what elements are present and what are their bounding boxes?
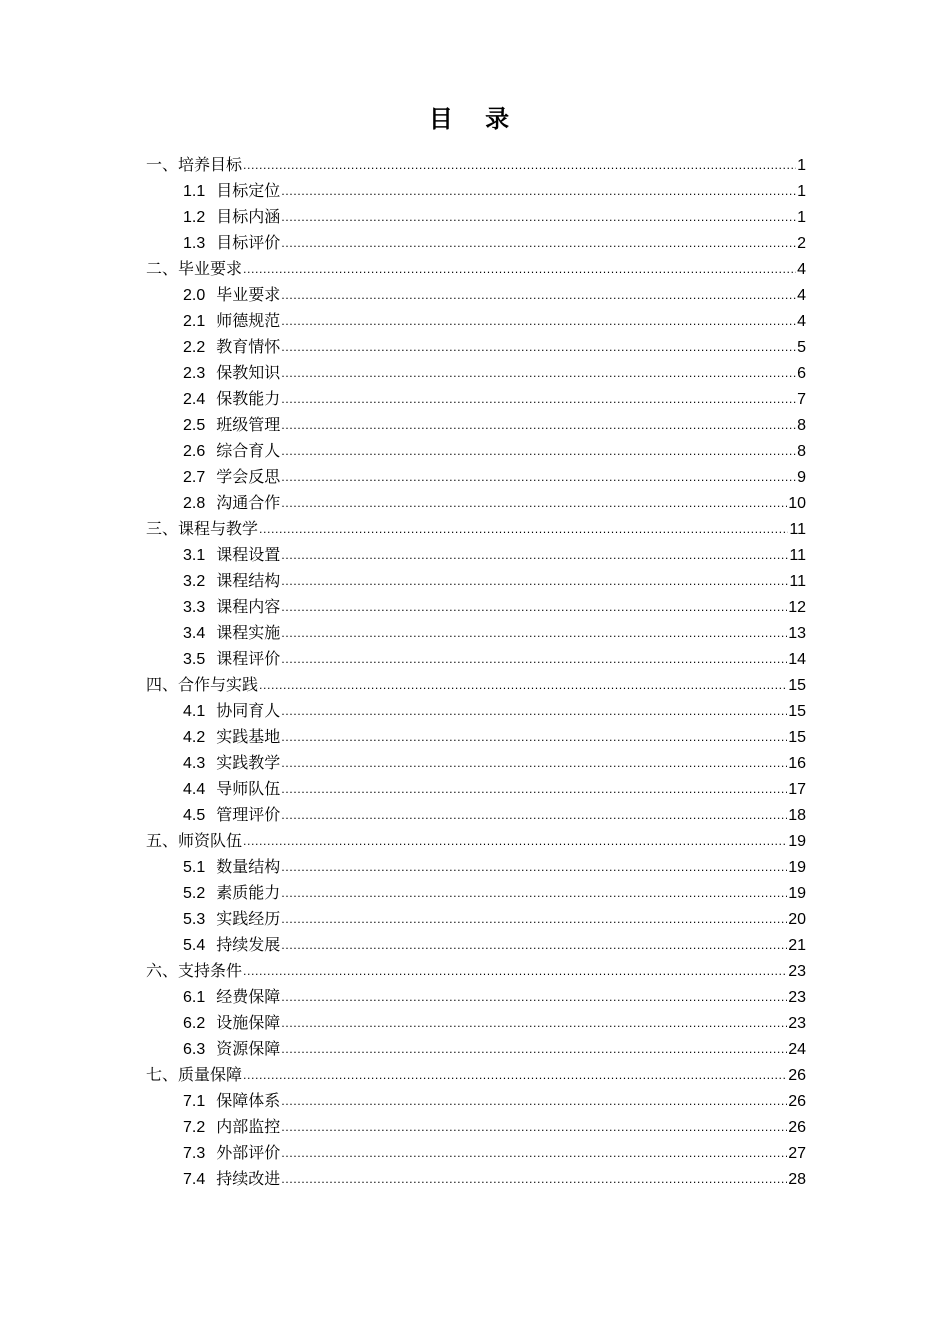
dot-leader bbox=[259, 673, 787, 699]
page-title: 目 录 bbox=[428, 104, 522, 133]
toc-page-number: 8 bbox=[797, 443, 806, 460]
toc-page-number: 16 bbox=[788, 755, 806, 772]
toc-section-entry[interactable] bbox=[146, 282, 806, 308]
toc-section-entry[interactable] bbox=[146, 386, 806, 412]
toc-entry-label: 课程结构 bbox=[216, 571, 281, 590]
toc-section-entry[interactable] bbox=[146, 854, 806, 880]
toc-entry-label: 设施保障 bbox=[216, 1013, 281, 1032]
toc-chapter-entry[interactable] bbox=[146, 256, 806, 282]
toc-entry-label: 内部监控 bbox=[216, 1117, 281, 1136]
toc-section-entry[interactable] bbox=[146, 1088, 806, 1114]
toc-entry-label: 课程设置 bbox=[216, 545, 281, 564]
toc-page-number: 1 bbox=[797, 157, 806, 174]
dot-leader bbox=[281, 231, 796, 257]
toc-entry-number: 2.6 bbox=[183, 443, 206, 460]
dot-leader bbox=[281, 933, 787, 959]
toc-page-number: 2 bbox=[797, 235, 806, 252]
toc-section-entry[interactable] bbox=[146, 594, 806, 620]
dot-leader bbox=[281, 985, 787, 1011]
toc-entry-label: 保教知识 bbox=[216, 363, 281, 382]
toc-entry-number: 7.3 bbox=[183, 1145, 206, 1162]
dot-leader bbox=[281, 907, 787, 933]
toc-entry-label: 学会反思 bbox=[216, 467, 281, 486]
toc-entry-label: 课程内容 bbox=[216, 597, 281, 616]
toc-page-number: 19 bbox=[788, 833, 806, 850]
toc-page-number: 15 bbox=[788, 729, 806, 746]
dot-leader bbox=[281, 855, 787, 881]
toc-page-number: 11 bbox=[789, 547, 806, 564]
dot-leader bbox=[281, 1141, 787, 1167]
toc-page-number: 23 bbox=[788, 1015, 806, 1032]
toc-entry-label: 外部评价 bbox=[216, 1143, 281, 1162]
toc-entry-number: 3.1 bbox=[183, 547, 206, 564]
toc-section-entry[interactable] bbox=[146, 412, 806, 438]
toc-page-number: 15 bbox=[788, 703, 806, 720]
toc-entry-label: 目标评价 bbox=[216, 233, 281, 252]
toc-page-number: 4 bbox=[797, 287, 806, 304]
table-of-contents bbox=[146, 152, 806, 1192]
toc-page-number: 4 bbox=[797, 313, 806, 330]
toc-entry-label: 三、课程与教学 bbox=[146, 519, 259, 538]
toc-page-number: 17 bbox=[788, 781, 806, 798]
toc-entry-number: 1.2 bbox=[183, 209, 206, 226]
toc-section-entry[interactable] bbox=[146, 932, 806, 958]
toc-section-entry[interactable] bbox=[146, 880, 806, 906]
toc-section-entry[interactable] bbox=[146, 568, 806, 594]
dot-leader bbox=[281, 205, 796, 231]
toc-page-number: 9 bbox=[797, 469, 806, 486]
toc-entry-number: 3.5 bbox=[183, 651, 206, 668]
toc-entry-label: 数量结构 bbox=[216, 857, 281, 876]
dot-leader bbox=[243, 153, 796, 179]
toc-section-entry[interactable] bbox=[146, 204, 806, 230]
toc-section-entry[interactable] bbox=[146, 906, 806, 932]
toc-entry-number: 7.4 bbox=[183, 1171, 206, 1188]
toc-entry-number: 5.1 bbox=[183, 859, 206, 876]
dot-leader bbox=[281, 725, 787, 751]
toc-page-number: 21 bbox=[788, 937, 806, 954]
toc-section-entry[interactable] bbox=[146, 178, 806, 204]
dot-leader bbox=[281, 387, 796, 413]
toc-section-entry[interactable] bbox=[146, 230, 806, 256]
toc-page-number: 6 bbox=[797, 365, 806, 382]
toc-section-entry[interactable] bbox=[146, 1010, 806, 1036]
toc-entry-label: 教育情怀 bbox=[216, 337, 281, 356]
toc-section-entry[interactable] bbox=[146, 542, 806, 568]
toc-entry-label: 持续改进 bbox=[216, 1169, 281, 1188]
toc-chapter-entry[interactable] bbox=[146, 958, 806, 984]
toc-entry-label: 资源保障 bbox=[216, 1039, 281, 1058]
dot-leader bbox=[243, 829, 787, 855]
toc-section-entry[interactable] bbox=[146, 724, 806, 750]
toc-entry-label: 实践经历 bbox=[216, 909, 281, 928]
toc-page-number: 18 bbox=[788, 807, 806, 824]
toc-entry-label: 持续发展 bbox=[216, 935, 281, 954]
toc-entry-number: 4.2 bbox=[183, 729, 206, 746]
toc-page-number: 19 bbox=[788, 859, 806, 876]
toc-entry-label: 毕业要求 bbox=[216, 285, 281, 304]
toc-entry-label: 四、合作与实践 bbox=[146, 675, 259, 694]
dot-leader bbox=[243, 959, 787, 985]
toc-page-number: 23 bbox=[788, 989, 806, 1006]
toc-entry-number: 2.7 bbox=[183, 469, 206, 486]
toc-page-number: 26 bbox=[788, 1119, 806, 1136]
toc-entry-number: 2.3 bbox=[183, 365, 206, 382]
toc-entry-label: 经费保障 bbox=[216, 987, 281, 1006]
toc-entry-number: 5.2 bbox=[183, 885, 206, 902]
dot-leader bbox=[281, 777, 787, 803]
toc-page-number: 13 bbox=[788, 625, 806, 642]
toc-entry-number: 6.1 bbox=[183, 989, 206, 1006]
toc-entry-number: 6.2 bbox=[183, 1015, 206, 1032]
toc-entry-number: 2.2 bbox=[183, 339, 206, 356]
toc-chapter-entry[interactable] bbox=[146, 152, 806, 178]
toc-entry-label: 课程评价 bbox=[216, 649, 281, 668]
toc-entry-label: 目标定位 bbox=[216, 181, 281, 200]
toc-entry-label: 保障体系 bbox=[216, 1091, 281, 1110]
toc-entry-number: 5.4 bbox=[183, 937, 206, 954]
toc-entry-label: 导师队伍 bbox=[216, 779, 281, 798]
dot-leader bbox=[259, 517, 788, 543]
toc-entry-label: 管理评价 bbox=[216, 805, 281, 824]
toc-chapter-entry[interactable] bbox=[146, 672, 806, 698]
toc-entry-label: 沟通合作 bbox=[216, 493, 281, 512]
dot-leader bbox=[281, 1089, 787, 1115]
toc-entry-label: 实践教学 bbox=[216, 753, 281, 772]
toc-page-number: 4 bbox=[797, 261, 806, 278]
toc-entry-number: 3.3 bbox=[183, 599, 206, 616]
toc-page-number: 5 bbox=[797, 339, 806, 356]
toc-entry-number: 1.3 bbox=[183, 235, 206, 252]
toc-section-entry[interactable] bbox=[146, 776, 806, 802]
toc-page-number: 1 bbox=[797, 183, 806, 200]
toc-section-entry[interactable] bbox=[146, 1140, 806, 1166]
toc-chapter-entry[interactable] bbox=[146, 516, 806, 542]
toc-page-number: 8 bbox=[797, 417, 806, 434]
dot-leader bbox=[281, 361, 796, 387]
dot-leader bbox=[281, 179, 796, 205]
toc-entry-label: 综合育人 bbox=[216, 441, 281, 460]
toc-entry-label: 五、师资队伍 bbox=[146, 831, 243, 850]
dot-leader bbox=[281, 751, 787, 777]
toc-entry-number: 7.1 bbox=[183, 1093, 206, 1110]
toc-entry-number: 4.1 bbox=[183, 703, 206, 720]
dot-leader bbox=[281, 335, 796, 361]
toc-page-number: 26 bbox=[788, 1093, 806, 1110]
toc-entry-number: 5.3 bbox=[183, 911, 206, 928]
dot-leader bbox=[281, 1115, 787, 1141]
toc-page-number: 14 bbox=[788, 651, 806, 668]
toc-section-entry[interactable] bbox=[146, 360, 806, 386]
toc-entry-label: 一、培养目标 bbox=[146, 155, 243, 174]
toc-entry-label: 目标内涵 bbox=[216, 207, 281, 226]
toc-page-number: 20 bbox=[788, 911, 806, 928]
dot-leader bbox=[281, 1037, 787, 1063]
toc-page-number: 11 bbox=[789, 573, 806, 590]
toc-section-entry[interactable] bbox=[146, 1166, 806, 1192]
toc-section-entry[interactable] bbox=[146, 802, 806, 828]
toc-entry-number: 2.4 bbox=[183, 391, 206, 408]
toc-entry-number: 2.8 bbox=[183, 495, 206, 512]
dot-leader bbox=[243, 257, 796, 283]
toc-page-number: 24 bbox=[788, 1041, 806, 1058]
dot-leader bbox=[281, 595, 787, 621]
dot-leader bbox=[281, 1011, 787, 1037]
dot-leader bbox=[281, 413, 796, 439]
dot-leader bbox=[281, 1167, 787, 1193]
dot-leader bbox=[243, 1063, 787, 1089]
toc-entry-label: 实践基地 bbox=[216, 727, 281, 746]
toc-entry-label: 二、毕业要求 bbox=[146, 259, 243, 278]
toc-entry-number: 2.1 bbox=[183, 313, 206, 330]
toc-page-number: 28 bbox=[788, 1171, 806, 1188]
toc-entry-number: 1.1 bbox=[183, 183, 206, 200]
toc-entry-number: 4.4 bbox=[183, 781, 206, 798]
dot-leader bbox=[281, 309, 796, 335]
toc-section-entry[interactable] bbox=[146, 1036, 806, 1062]
toc-page-number: 11 bbox=[789, 521, 806, 538]
dot-leader bbox=[281, 569, 788, 595]
toc-section-entry[interactable] bbox=[146, 334, 806, 360]
toc-section-entry[interactable] bbox=[146, 1114, 806, 1140]
toc-page-number: 10 bbox=[788, 495, 806, 512]
dot-leader bbox=[281, 699, 787, 725]
toc-entry-label: 六、支持条件 bbox=[146, 961, 243, 980]
dot-leader bbox=[281, 465, 796, 491]
toc-entry-number: 4.5 bbox=[183, 807, 206, 824]
toc-entry-number: 2.0 bbox=[183, 287, 206, 304]
toc-entry-label: 七、质量保障 bbox=[146, 1065, 243, 1084]
toc-section-entry[interactable] bbox=[146, 984, 806, 1010]
toc-entry-label: 班级管理 bbox=[216, 415, 281, 434]
dot-leader bbox=[281, 647, 787, 673]
toc-entry-number: 4.3 bbox=[183, 755, 206, 772]
toc-entry-label: 保教能力 bbox=[216, 389, 281, 408]
toc-page-number: 12 bbox=[788, 599, 806, 616]
dot-leader bbox=[281, 543, 788, 569]
toc-section-entry[interactable] bbox=[146, 750, 806, 776]
toc-entry-number: 7.2 bbox=[183, 1119, 206, 1136]
dot-leader bbox=[281, 803, 787, 829]
toc-page-number: 26 bbox=[788, 1067, 806, 1084]
toc-entry-label: 协同育人 bbox=[216, 701, 281, 720]
toc-chapter-entry[interactable] bbox=[146, 828, 806, 854]
toc-section-entry[interactable] bbox=[146, 438, 806, 464]
toc-section-entry[interactable] bbox=[146, 698, 806, 724]
toc-page-number: 19 bbox=[788, 885, 806, 902]
dot-leader bbox=[281, 439, 796, 465]
toc-entry-label: 素质能力 bbox=[216, 883, 281, 902]
toc-entry-number: 2.5 bbox=[183, 417, 206, 434]
toc-section-entry[interactable] bbox=[146, 490, 806, 516]
toc-section-entry[interactable] bbox=[146, 646, 806, 672]
toc-entry-number: 3.2 bbox=[183, 573, 206, 590]
toc-page-number: 23 bbox=[788, 963, 806, 980]
dot-leader bbox=[281, 491, 787, 517]
toc-chapter-entry[interactable] bbox=[146, 1062, 806, 1088]
dot-leader bbox=[281, 881, 787, 907]
toc-section-entry[interactable] bbox=[146, 464, 806, 490]
toc-section-entry[interactable] bbox=[146, 308, 806, 334]
toc-entry-number: 6.3 bbox=[183, 1041, 206, 1058]
toc-entry-label: 师德规范 bbox=[216, 311, 281, 330]
toc-entry-number: 3.4 bbox=[183, 625, 206, 642]
toc-page-number: 1 bbox=[797, 209, 806, 226]
dot-leader bbox=[281, 621, 787, 647]
toc-page-number: 7 bbox=[797, 391, 806, 408]
dot-leader bbox=[281, 283, 796, 309]
toc-section-entry[interactable] bbox=[146, 620, 806, 646]
toc-entry-label: 课程实施 bbox=[216, 623, 281, 642]
toc-page-number: 27 bbox=[788, 1145, 806, 1162]
toc-page-number: 15 bbox=[788, 677, 806, 694]
